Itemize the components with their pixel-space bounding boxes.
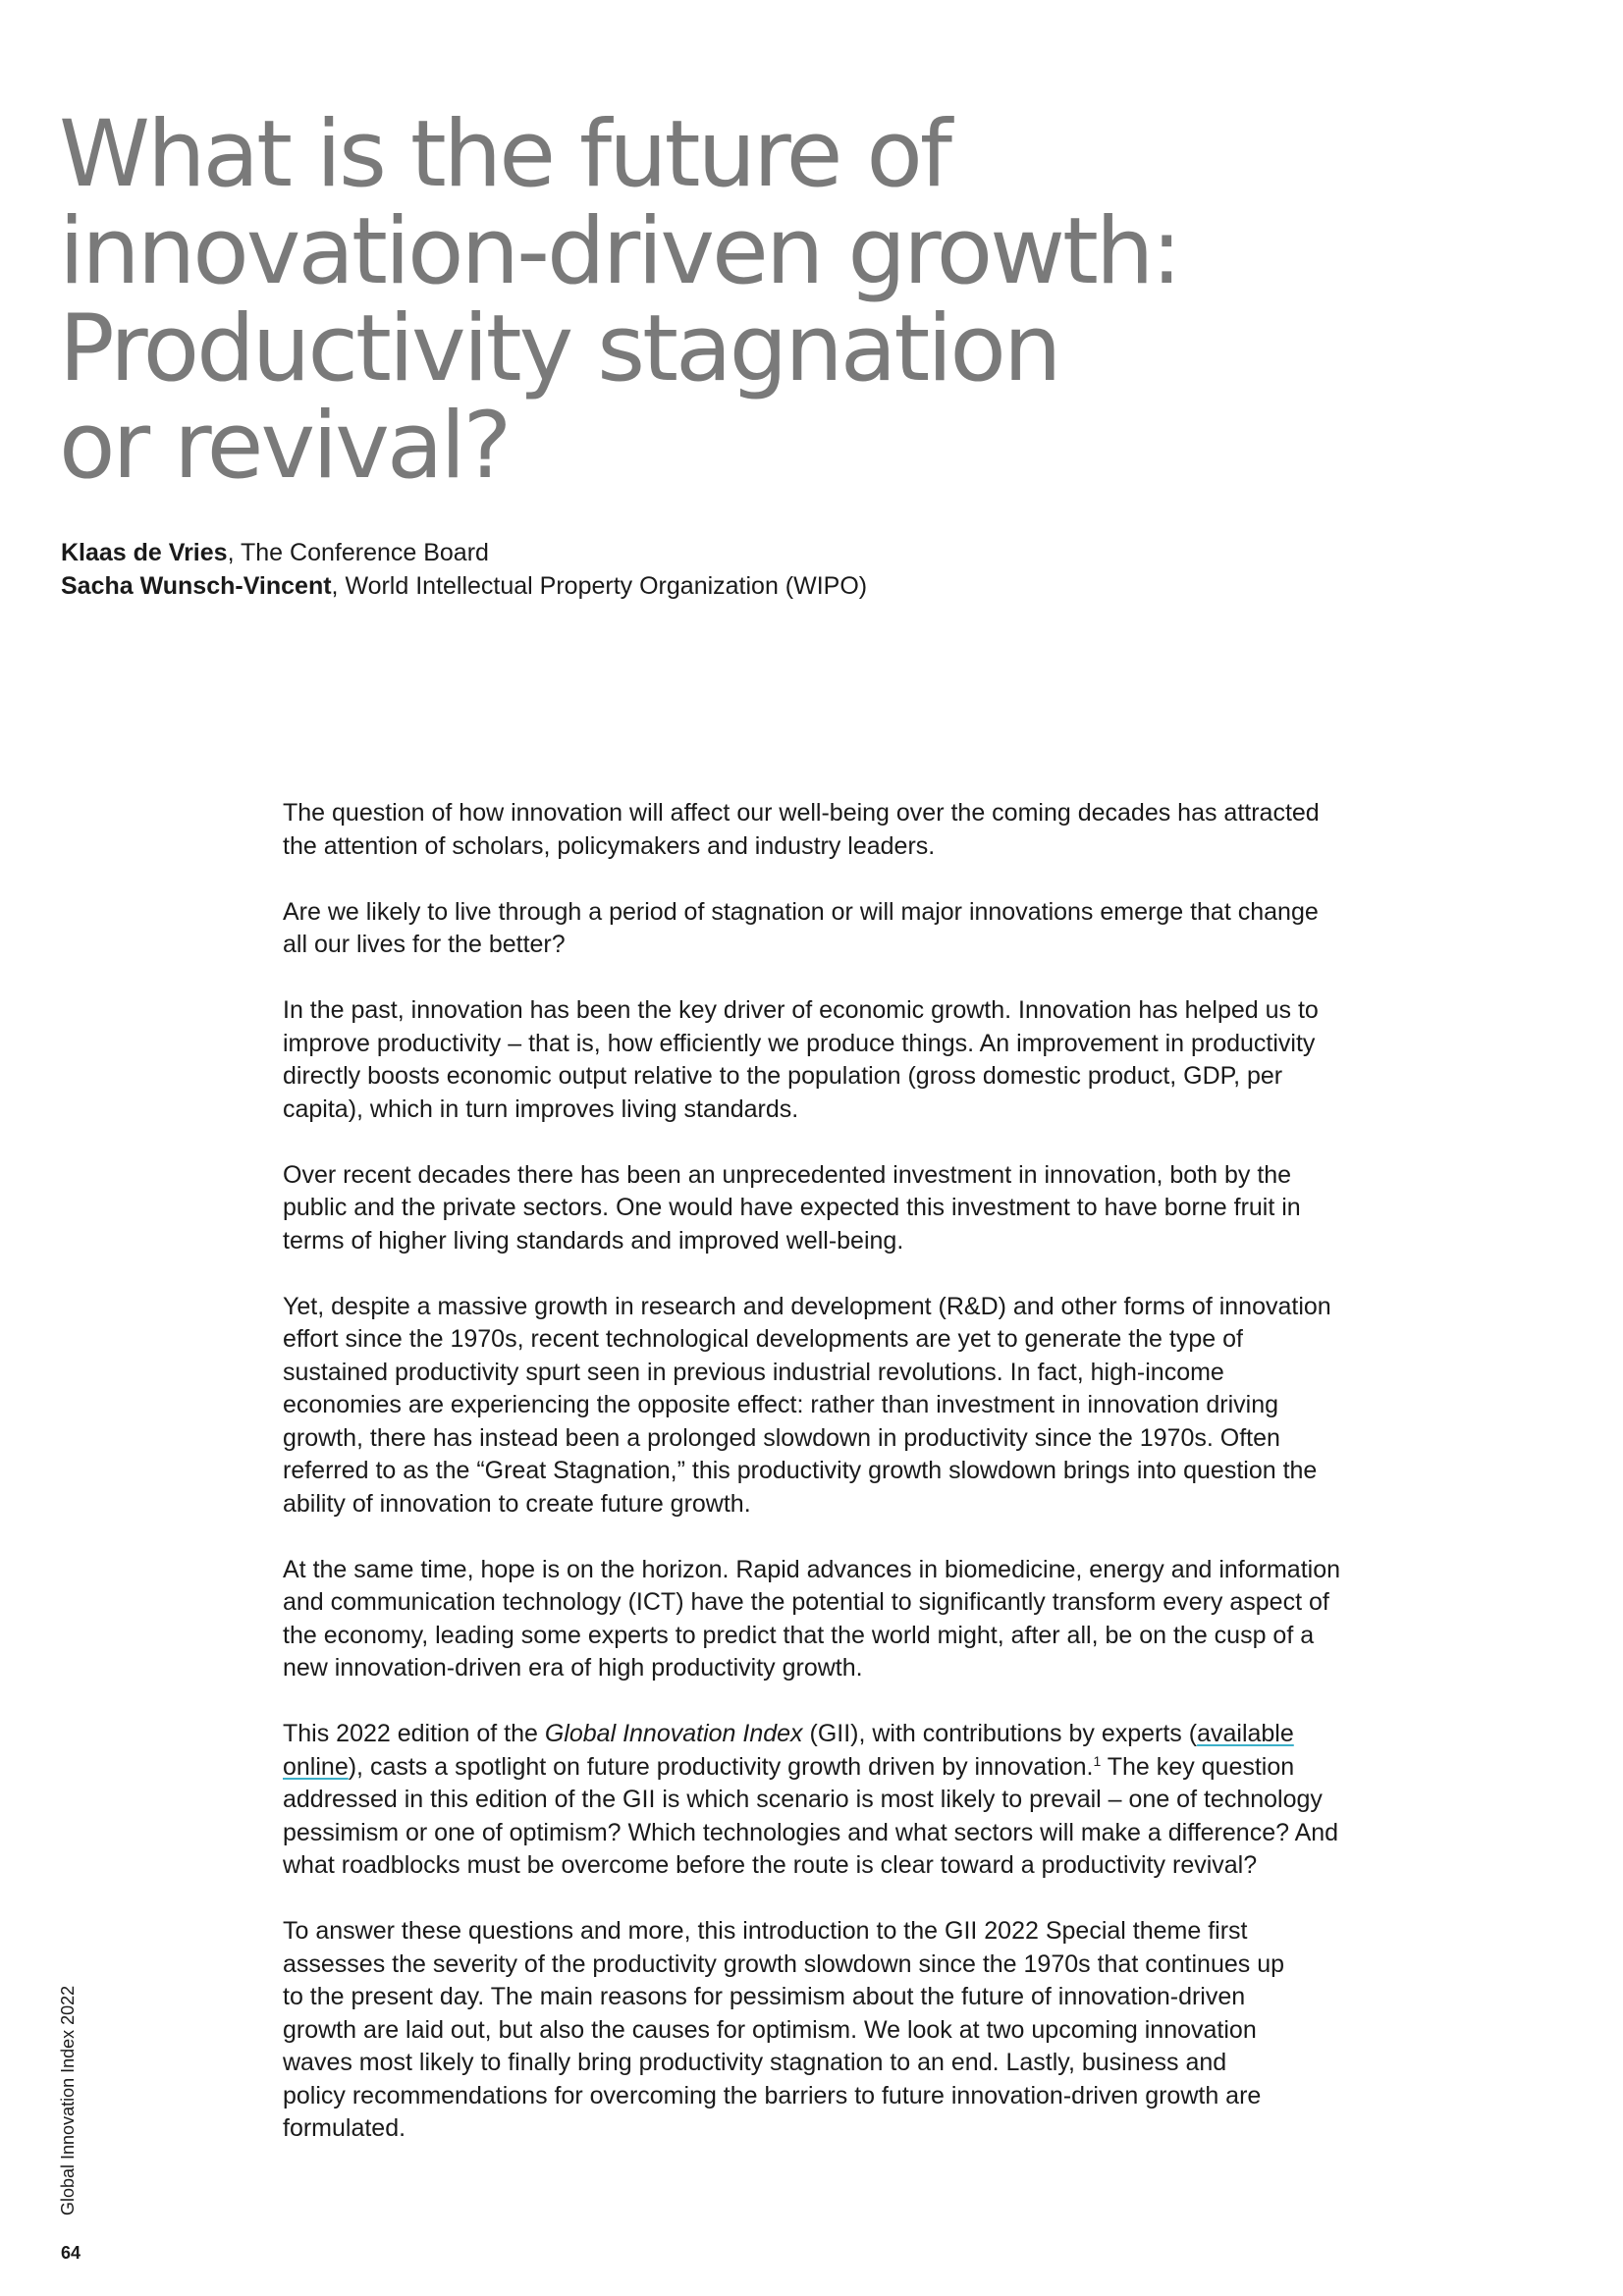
text-line: what roadblocks must be overcome before the route is clear toward a productivity revival? bbox=[283, 1851, 1258, 1879]
paragraph bbox=[283, 1915, 1373, 2146]
text-line: The question of how innovation will affect our well-being over the coming decades has attracted bbox=[283, 799, 1320, 827]
text-line: and communication technology (ICT) have the potential to significantly transform every aspect of bbox=[283, 1588, 1329, 1616]
text-run: (GII), with contributions by experts ( bbox=[802, 1720, 1198, 1747]
publication-side-label: Global Innovation Index 2022 bbox=[58, 1985, 78, 2216]
article-body bbox=[283, 797, 1373, 2178]
text-line: At the same time, hope is on the horizon. Rapid advances in biomedicine, energy and information bbox=[283, 1555, 1341, 1583]
author-line bbox=[61, 536, 867, 569]
text-line: policy recommendations for overcoming the barriers to future innovation-driven growth are bbox=[283, 2081, 1262, 2109]
text-run: ), casts a spotlight on future productivity growth driven by innovation. bbox=[348, 1752, 1094, 1781]
text-line: economies are experiencing the opposite effect: rather than investment in innovation driving bbox=[283, 1391, 1279, 1418]
paragraph bbox=[283, 1159, 1373, 1258]
text-line: pessimism or one of optimism? Which technologies and what sectors will make a difference? And bbox=[283, 1818, 1339, 1846]
author-name: Klaas de Vries bbox=[61, 539, 228, 566]
text-line: effort since the 1970s, recent technological developments are yet to generate the type of bbox=[283, 1325, 1243, 1353]
text-line: new innovation-driven era of high productivity growth. bbox=[283, 1654, 863, 1682]
text-line: referred to as the “Great Stagnation,” this productivity growth slowdown brings into question the bbox=[283, 1457, 1318, 1484]
paragraph bbox=[283, 1718, 1373, 1883]
page-title bbox=[59, 101, 1335, 500]
text-line: In the past, innovation has been the key driver of economic growth. Innovation has helped us to bbox=[283, 996, 1319, 1024]
author-list bbox=[61, 536, 867, 603]
text-line bbox=[283, 1718, 1373, 1751]
author-affiliation: , World Intellectual Property Organization (WIPO) bbox=[331, 572, 868, 600]
title-line: innovation-driven growth: bbox=[59, 198, 1180, 305]
text-line: Over recent decades there has been an unprecedented investment in innovation, both by the bbox=[283, 1160, 1292, 1189]
text-line: formulated. bbox=[283, 2114, 406, 2142]
title-line: or revival? bbox=[59, 393, 510, 500]
paragraph bbox=[283, 1554, 1373, 1685]
text-line bbox=[283, 1751, 1373, 1785]
footnote-reference[interactable]: 1 bbox=[1093, 1752, 1102, 1769]
text-line: Yet, despite a massive growth in research and development (R&D) and other forms of innovation bbox=[283, 1292, 1331, 1320]
text-line: addressed in this edition of the GII is which scenario is most likely to prevail – one of technology bbox=[283, 1786, 1323, 1813]
text-line: public and the private sectors. One would have expected this investment to have borne fruit in bbox=[283, 1194, 1301, 1221]
paragraph bbox=[283, 1291, 1373, 1522]
paragraph bbox=[283, 896, 1373, 962]
text-line: directly boosts economic output relative to the population (gross domestic product, GDP, per bbox=[283, 1062, 1283, 1090]
text-line: growth, there has instead been a prolonged slowdown in productivity since the 1970s. Often bbox=[283, 1423, 1280, 1452]
text-line: sustained productivity spurt seen in previous industrial revolutions. In fact, high-income bbox=[283, 1358, 1224, 1386]
available-online-link[interactable]: available bbox=[1197, 1720, 1294, 1747]
text-line: improve productivity – that is, how efficiently we produce things. An improvement in productivity bbox=[283, 1029, 1316, 1057]
available-online-link[interactable]: online bbox=[283, 1752, 349, 1781]
author-name: Sacha Wunsch-Vincent bbox=[61, 572, 332, 600]
text-line: assesses the severity of the productivity growth slowdown since the 1970s that continues up bbox=[283, 1949, 1285, 1978]
text-line: growth are laid out, but also the causes for optimism. We look at two upcoming innovation bbox=[283, 2015, 1257, 2044]
text-line: waves most likely to finally bring productivity stagnation to an end. Lastly, business and bbox=[283, 2049, 1227, 2076]
paragraph bbox=[283, 994, 1373, 1126]
text-line: ability of innovation to create future growth. bbox=[283, 1489, 751, 1518]
title-line: What is the future of bbox=[59, 101, 949, 208]
page-number: 64 bbox=[61, 2243, 81, 2263]
text-line: the economy, leading some experts to predict that the world might, after all, be on the cusp of a bbox=[283, 1621, 1315, 1649]
text-line: to the present day. The main reasons for pessimism about the future of innovation-driven bbox=[283, 1983, 1246, 2010]
title-line: Productivity stagnation bbox=[59, 295, 1059, 402]
text-run: The key question bbox=[1101, 1752, 1295, 1781]
text-line: the attention of scholars, policymakers and industry leaders. bbox=[283, 831, 936, 860]
text-run: This 2022 edition of the bbox=[283, 1720, 545, 1747]
text-line: all our lives for the better? bbox=[283, 931, 566, 958]
text-line: capita), which in turn improves living standards. bbox=[283, 1095, 799, 1123]
text-line: terms of higher living standards and improved well-being. bbox=[283, 1226, 904, 1255]
text-line: Are we likely to live through a period of stagnation or will major innovations emerge that change bbox=[283, 897, 1319, 926]
publication-title: Global Innovation Index bbox=[544, 1720, 803, 1747]
author-affiliation: , The Conference Board bbox=[227, 539, 489, 566]
author-line bbox=[61, 569, 867, 603]
text-line: To answer these questions and more, this introduction to the GII 2022 Special theme first bbox=[283, 1917, 1248, 1945]
paragraph bbox=[283, 797, 1373, 863]
